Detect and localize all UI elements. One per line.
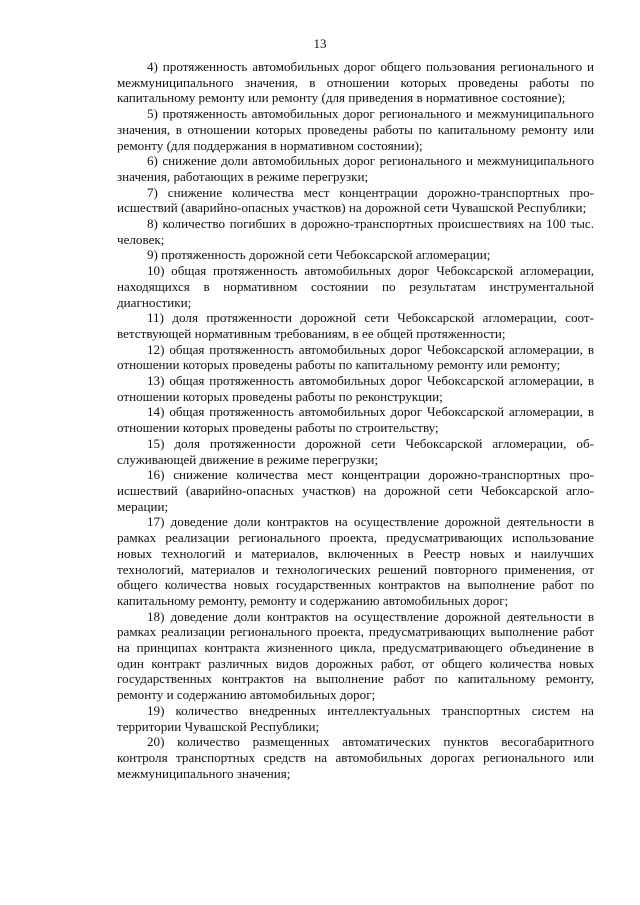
- paragraph-item-17: 17) доведение доли контрактов на осуществление дорожной деятельности в рамках реализации регионального проекта, предусматривающих использование новых технологий и материалов, включенных в Реестр новых и наилучших технологий, материалов и технологических решений повторного применения, от общего количества новых государственных контрактов на выполнение работ по капитальному ремонту, ремонту и содержанию автомобильных дорог;: [117, 514, 594, 608]
- paragraph-item-9: 9) протяженность дорожной сети Чебоксарской агломерации;: [147, 247, 491, 263]
- paragraph-item-7: 7) снижение количества мест концентрации дорожно-транспортных происшествий (аварийно-опасных участков) на дорожной сети Чувашской Республики;: [117, 184, 594, 216]
- paragraph-item-20: 20) количество размещенных автоматических пунктов весогабаритного контроля транспортных средств на автомобильных дорогах регионального или межмуниципального значения;: [117, 734, 594, 781]
- paragraph-item-15: 15) доля протяженности дорожной сети Чебоксарской агломерации, обслуживающей движение в режиме перегрузки;: [117, 435, 594, 467]
- paragraph-item-5: 5) протяженность автомобильных дорог регионального и межмуниципального значения, в отношении которых проведены работы по капитальному ремонту или ремонту (для поддержания в нормативном состоянии);: [117, 106, 594, 153]
- paragraph-item-19: 19) количество внедренных интеллектуальных транспортных систем на территории Чувашской Республики;: [117, 702, 594, 734]
- paragraph-item-14: 14) общая протяженность автомобильных дорог Чебоксарской агломерации, в отношении которых проведены работы по строительству;: [117, 404, 594, 436]
- paragraph-item-13: 13) общая протяженность автомобильных дорог Чебоксарской агломерации, в отношении которых проведены работы по реконструкции;: [117, 373, 594, 404]
- paragraph-item-12: 12) общая протяженность автомобильных дорог Чебоксарской агломерации, в отношении которых проведены работы по капитальному ремонту или ремонту;: [117, 341, 594, 373]
- paragraph-item-18: 18) доведение доли контрактов на осуществление дорожной деятельности в рамках реализации регионального проекта, предусматривающих выполнение работ на принципах контракта жизненного цикла, предусматривающего объединение в один контракт различных видов дорожных работ, от общего количества новых государственных контрактов на выполнение работ по капитальному ремонту, ремонту и содержанию автомобильных дорог;: [117, 608, 594, 703]
- paragraph-item-10: 10) общая протяженность автомобильных дорог Чебоксарской агломерации, находящихся в нормативном состоянии по результатам инструментальной диагностики;: [117, 263, 594, 310]
- paragraph-item-11: 11) доля протяженности дорожной сети Чебоксарской агломерации, соответствующей нормативным требованиям, в ее общей протяженности;: [117, 310, 594, 341]
- document-body: [117, 59, 594, 781]
- paragraph-item-8: 8) количество погибших в дорожно-транспортных происшествиях на 100 тыс. человек;: [117, 216, 594, 247]
- paragraph-item-4: 4) протяженность автомобильных дорог общего пользования регионального и межмуниципального значения, в отношении которых проведены работы по капитальному ремонту или ремонту (для приведения в нормативное состояние);: [117, 59, 594, 106]
- paragraph-item-16: 16) снижение количества мест концентрации дорожно-транспортных происшествий (аварийно-опасных участков) на дорожной сети Чебоксарской агломерации;: [117, 467, 594, 514]
- page-number: 13: [313, 36, 327, 51]
- paragraph-item-6: 6) снижение доли автомобильных дорог регионального и межмуниципального значения, работающих в режиме перегрузки;: [117, 153, 594, 184]
